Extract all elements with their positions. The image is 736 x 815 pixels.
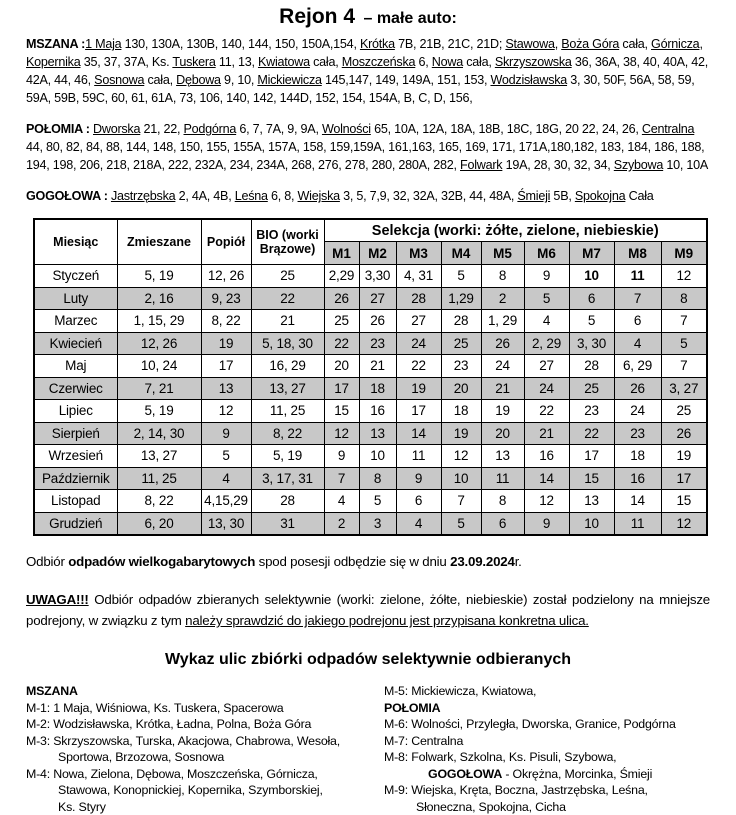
schedule-row-styczeń (34, 265, 707, 288)
m4-cell: 5 (441, 512, 481, 535)
m9-cell: 3, 27 (661, 377, 707, 400)
month-cell: Grudzień (34, 512, 117, 535)
street-list-line (26, 749, 384, 766)
street-list-line (26, 716, 384, 733)
house-numbers: 10, 10A (663, 158, 708, 172)
bio-cell: 22 (251, 287, 324, 310)
m6-cell: 5 (524, 287, 569, 310)
m5-cell: 26 (481, 332, 524, 355)
m1-cell: 2,29 (324, 265, 359, 288)
house-numbers: 5B, (550, 189, 575, 203)
street-list-line (384, 749, 710, 766)
m4-cell: 18 (441, 400, 481, 423)
line-text: Sportowa, Brzozowa, Sosnowa (58, 750, 224, 764)
bio-cell: 16, 29 (251, 355, 324, 378)
month-cell: Styczeń (34, 265, 117, 288)
col-header-m8: M8 (614, 242, 661, 265)
schedule-table (33, 218, 708, 536)
m2-cell: 18 (359, 377, 396, 400)
m1-cell: 4 (324, 490, 359, 513)
m3-cell: 9 (396, 467, 441, 490)
m1-cell: 2 (324, 512, 359, 535)
m1-cell: 7 (324, 467, 359, 490)
month-cell: Listopad (34, 490, 117, 513)
month-cell: Sierpień (34, 422, 117, 445)
m7-cell: 10 (569, 512, 614, 535)
m7-cell: 3, 30 (569, 332, 614, 355)
bio-cell: 21 (251, 310, 324, 333)
line-text: M-2: Wodzisławska, Krótka, Ładna, Polna, Boża Góra (26, 717, 311, 731)
m7-cell: 23 (569, 400, 614, 423)
m3-cell: 6 (396, 490, 441, 513)
col-header-m2: M2 (359, 242, 396, 265)
house-numbers: Cała (625, 189, 653, 203)
house-numbers: 19A, 28, 30, 32, 34, (502, 158, 613, 172)
street-name: Mickiewicza (257, 73, 321, 87)
bulky-note-text: Odbiór (26, 554, 68, 569)
street-list-line (26, 782, 384, 799)
house-numbers: 36, 36A, 38, 40, 40A, 42, 42A, 44, 46, (26, 55, 708, 87)
bio-cell: 8, 22 (251, 422, 324, 445)
m6-cell: 4 (524, 310, 569, 333)
zmieszane-cell: 8, 22 (117, 490, 201, 513)
popiol-cell: 13 (201, 377, 251, 400)
line-text: POŁOMIA (384, 701, 440, 715)
m2-cell: 23 (359, 332, 396, 355)
popiol-cell: 8, 22 (201, 310, 251, 333)
m6-cell: 21 (524, 422, 569, 445)
m5-cell: 8 (481, 490, 524, 513)
m8-cell: 14 (614, 490, 661, 513)
m9-cell: 8 (661, 287, 707, 310)
m9-cell: 12 (661, 512, 707, 535)
street-name: Wiejska (298, 189, 340, 203)
schedule-row-kwiecień (34, 332, 707, 355)
m7-cell: 17 (569, 445, 614, 468)
street-name: Tuskera (172, 55, 215, 69)
zmieszane-cell: 1, 15, 29 (117, 310, 201, 333)
m9-cell: 5 (661, 332, 707, 355)
street-name: Dębowa (176, 73, 221, 87)
m8-cell: 7 (614, 287, 661, 310)
m8-cell: 18 (614, 445, 661, 468)
street-paragraphs (26, 35, 710, 205)
month-cell: Lipiec (34, 400, 117, 423)
m4-cell: 28 (441, 310, 481, 333)
m3-cell: 24 (396, 332, 441, 355)
wykaz-street-list (26, 683, 710, 815)
street-name: Sosnowa (94, 73, 144, 87)
house-numbers: cała, (310, 55, 342, 69)
street-list-line (384, 782, 710, 799)
m3-cell: 19 (396, 377, 441, 400)
bio-cell: 3, 17, 31 (251, 467, 324, 490)
schedule-row-marzec (34, 310, 707, 333)
wykaz-right-column (384, 683, 710, 815)
col-header-m9: M9 (661, 242, 707, 265)
m3-cell: 28 (396, 287, 441, 310)
m1-cell: 26 (324, 287, 359, 310)
house-numbers: 65, 10A, 12A, 18A, 18B, 18C, 18G, 20 22, 24, 26, (371, 122, 642, 136)
m4-cell: 1,29 (441, 287, 481, 310)
street-list-line (384, 700, 710, 717)
m9-cell: 26 (661, 422, 707, 445)
zmieszane-cell: 6, 20 (117, 512, 201, 535)
m9-cell: 7 (661, 355, 707, 378)
m7-cell: 15 (569, 467, 614, 490)
m7-cell: 22 (569, 422, 614, 445)
col-header-m5: M5 (481, 242, 524, 265)
page-title-sub: – małe auto: (363, 10, 456, 27)
house-numbers: cała, (463, 55, 495, 69)
m8-cell: 26 (614, 377, 661, 400)
house-numbers: cała, (144, 73, 176, 87)
m5-cell: 2 (481, 287, 524, 310)
month-cell: Marzec (34, 310, 117, 333)
street-name: Krótka (360, 37, 395, 51)
m2-cell: 5 (359, 490, 396, 513)
house-numbers: 3, 30, 50F, 56A, 58, 59, 59A, 59B, 59C, 60, 61, 61A, 73, 106, 140, 142, 144D, 152, 154, 154A, B, C, D, 156, (26, 73, 695, 105)
house-numbers: , (699, 37, 702, 51)
uwaga-underline: UWAGA!!! (26, 592, 89, 607)
m4-cell: 7 (441, 490, 481, 513)
schedule-row-wrzesień (34, 445, 707, 468)
m8-cell: 6, 29 (614, 355, 661, 378)
street-name: Stawowa (505, 37, 554, 51)
col-header-m4: M4 (441, 242, 481, 265)
street-list-line (384, 716, 710, 733)
m8-cell: 24 (614, 400, 661, 423)
bulky-note-text: 23.09.2024 (450, 554, 515, 569)
m1-cell: 17 (324, 377, 359, 400)
bio-cell: 5, 19 (251, 445, 324, 468)
zmieszane-cell: 11, 25 (117, 467, 201, 490)
popiol-cell: 4 (201, 467, 251, 490)
street-name: Nowa (432, 55, 463, 69)
month-cell: Luty (34, 287, 117, 310)
m1-cell: 9 (324, 445, 359, 468)
street-name: Szybowa (614, 158, 663, 172)
m5-cell: 8 (481, 265, 524, 288)
street-name: Spokojna (575, 189, 626, 203)
house-numbers: 2, 4A, 4B, (175, 189, 234, 203)
area-label: MSZANA : (26, 37, 85, 51)
m3-cell: 4, 31 (396, 265, 441, 288)
house-numbers: 35, 37, 37A, Ks. (80, 55, 172, 69)
m9-cell: 25 (661, 400, 707, 423)
m4-cell: 12 (441, 445, 481, 468)
uwaga-text: Odbiór odpadów zbieranych selektywnie (worki: zielone, żółte, niebieskie) został podzielony na mniejsze podrejony, w związku z tym (26, 592, 710, 628)
m1-cell: 25 (324, 310, 359, 333)
m2-cell: 3 (359, 512, 396, 535)
street-name: 1 Maja (85, 37, 121, 51)
m7-cell: 5 (569, 310, 614, 333)
street-name: Podgórna (184, 122, 237, 136)
m2-cell: 16 (359, 400, 396, 423)
col-header-m6: M6 (524, 242, 569, 265)
m7-cell: 13 (569, 490, 614, 513)
m9-cell: 12 (661, 265, 707, 288)
street-name: Śmieji (517, 189, 550, 203)
street-paragraph-polomia (26, 120, 710, 174)
m3-cell: 27 (396, 310, 441, 333)
street-name: Kwiatowa (258, 55, 310, 69)
popiol-cell: 5 (201, 445, 251, 468)
m9-cell: 19 (661, 445, 707, 468)
m8-cell: 11 (614, 512, 661, 535)
line-text: M-5: Mickiewicza, Kwiatowa, (384, 684, 536, 698)
month-cell: Czerwiec (34, 377, 117, 400)
m9-cell: 7 (661, 310, 707, 333)
zmieszane-cell: 5, 19 (117, 400, 201, 423)
line-text: MSZANA (26, 684, 78, 698)
uwaga-note (26, 589, 710, 631)
zmieszane-cell: 7, 21 (117, 377, 201, 400)
m8-cell: 4 (614, 332, 661, 355)
m2-cell: 27 (359, 287, 396, 310)
house-numbers: 21, 22, (140, 122, 183, 136)
house-numbers: 9, 10, (221, 73, 258, 87)
m3-cell: 4 (396, 512, 441, 535)
m4-cell: 23 (441, 355, 481, 378)
house-numbers: 145,147, 149, 149A, 151, 153, (322, 73, 491, 87)
m7-cell: 28 (569, 355, 614, 378)
house-numbers: , (555, 37, 562, 51)
m8-cell: 6 (614, 310, 661, 333)
line-text: M-4: Nowa, Zielona, Dębowa, Moszczeńska, Górnicza, (26, 767, 318, 781)
col-header-m3: M3 (396, 242, 441, 265)
col-header-popiol: Popiół (201, 219, 251, 265)
page-title-main: Rejon 4 (279, 5, 355, 28)
m2-cell: 13 (359, 422, 396, 445)
popiol-cell: 13, 30 (201, 512, 251, 535)
schedule-row-lipiec (34, 400, 707, 423)
bio-cell: 5, 18, 30 (251, 332, 324, 355)
month-cell: Maj (34, 355, 117, 378)
m2-cell: 8 (359, 467, 396, 490)
house-numbers: cała, (619, 37, 651, 51)
house-numbers: 130, 130A, 130B, 140, 144, 150, 150A,154, (121, 37, 360, 51)
popiol-cell: 9 (201, 422, 251, 445)
area-label: POŁOMIA : (26, 122, 93, 136)
street-name: Jastrzębska (111, 189, 175, 203)
line-text: M-8: Folwark, Szkolna, Ks. Pisuli, Szybowa, (384, 750, 616, 764)
m5-cell: 19 (481, 400, 524, 423)
bio-cell: 28 (251, 490, 324, 513)
uwaga-underline: należy sprawdzić do jakiego podrejonu jest przypisana konkretna ulica. (185, 613, 589, 628)
line-text: - Okrężna, Morcinka, Śmieji (502, 767, 652, 781)
area-label: GOGOŁOWA : (26, 189, 111, 203)
street-list-line (26, 683, 384, 700)
col-header-selekcja: Selekcja (worki: żółte, zielone, niebieskie) (324, 219, 707, 242)
street-list-line (26, 700, 384, 717)
schedule-row-czerwiec (34, 377, 707, 400)
m8-cell: 23 (614, 422, 661, 445)
m7-cell: 10 (569, 265, 614, 288)
line-text: M-7: Centralna (384, 734, 463, 748)
m6-cell: 9 (524, 265, 569, 288)
line-text: M-6: Wolności, Przyległa, Dworska, Granice, Podgórna (384, 717, 676, 731)
bulky-note-text: spod posesji odbędzie się w dniu (255, 554, 450, 569)
house-numbers: 6, 7, 7A, 9, 9A, (236, 122, 322, 136)
m1-cell: 22 (324, 332, 359, 355)
m2-cell: 26 (359, 310, 396, 333)
street-name: Leśna (235, 189, 268, 203)
popiol-cell: 4,15,29 (201, 490, 251, 513)
col-header-zmieszane: Zmieszane (117, 219, 201, 265)
m4-cell: 25 (441, 332, 481, 355)
m6-cell: 12 (524, 490, 569, 513)
m8-cell: 16 (614, 467, 661, 490)
wykaz-left-column (26, 683, 384, 815)
wykaz-heading: Wykaz ulic zbiórki odpadów selektywnie odbieranych (26, 651, 710, 669)
m1-cell: 12 (324, 422, 359, 445)
m5-cell: 1, 29 (481, 310, 524, 333)
zmieszane-cell: 5, 19 (117, 265, 201, 288)
street-list-line (384, 683, 710, 700)
m3-cell: 22 (396, 355, 441, 378)
m6-cell: 24 (524, 377, 569, 400)
zmieszane-cell: 2, 14, 30 (117, 422, 201, 445)
schedule-table-body (34, 265, 707, 536)
street-name: Moszczeńska (342, 55, 416, 69)
bio-cell: 25 (251, 265, 324, 288)
street-list-line (26, 766, 384, 783)
m2-cell: 10 (359, 445, 396, 468)
m1-cell: 20 (324, 355, 359, 378)
street-list-line (384, 766, 710, 783)
col-header-bio: BIO (worki Brązowe) (251, 219, 324, 265)
m7-cell: 25 (569, 377, 614, 400)
m4-cell: 5 (441, 265, 481, 288)
street-name: Górnicza (651, 37, 699, 51)
line-text: Ks. Styry (58, 800, 106, 814)
m5-cell: 11 (481, 467, 524, 490)
bulky-note-text: r. (515, 554, 522, 569)
bio-cell: 11, 25 (251, 400, 324, 423)
line-text: M-1: 1 Maja, Wiśniowa, Ks. Tuskera, Spacerowa (26, 701, 284, 715)
col-header-m1: M1 (324, 242, 359, 265)
street-list-line (384, 799, 710, 815)
schedule-row-sierpień (34, 422, 707, 445)
m6-cell: 9 (524, 512, 569, 535)
m4-cell: 10 (441, 467, 481, 490)
month-cell: Wrzesień (34, 445, 117, 468)
m6-cell: 27 (524, 355, 569, 378)
schedule-row-październik (34, 467, 707, 490)
street-name: Kopernika (26, 55, 80, 69)
m4-cell: 20 (441, 377, 481, 400)
schedule-row-grudzień (34, 512, 707, 535)
zmieszane-cell: 12, 26 (117, 332, 201, 355)
m5-cell: 20 (481, 422, 524, 445)
line-text: M-3: Skrzyszowska, Turska, Akacjowa, Chabrowa, Wesoła, (26, 734, 340, 748)
house-numbers: 7B, 21B, 21C, 21D; (395, 37, 506, 51)
m1-cell: 15 (324, 400, 359, 423)
m7-cell: 6 (569, 287, 614, 310)
house-numbers: 3, 5, 7,9, 32, 32A, 32B, 44, 48A, (340, 189, 518, 203)
street-name: Wodzisławska (490, 73, 567, 87)
bio-cell: 13, 27 (251, 377, 324, 400)
popiol-cell: 9, 23 (201, 287, 251, 310)
zmieszane-cell: 2, 16 (117, 287, 201, 310)
bulky-waste-note (26, 552, 710, 572)
schedule-row-maj (34, 355, 707, 378)
line-text: M-9: Wiejska, Kręta, Boczna, Jastrzębska, Leśna, (384, 783, 648, 797)
popiol-cell: 12 (201, 400, 251, 423)
street-name: Boża Góra (561, 37, 619, 51)
street-paragraph-gogolowa (26, 187, 710, 205)
bulky-note-text: odpadów wielkogabarytowych (68, 554, 255, 569)
street-paragraph-mszana (26, 35, 710, 107)
street-list-line (26, 799, 384, 815)
m6-cell: 16 (524, 445, 569, 468)
street-name: Skrzyszowska (495, 55, 572, 69)
m5-cell: 6 (481, 512, 524, 535)
schedule-row-luty (34, 287, 707, 310)
line-text: GOGOŁOWA (428, 767, 502, 781)
m2-cell: 21 (359, 355, 396, 378)
house-numbers: 44, 80, 82, 84, 88, 144, 148, 150, 155, 155A, 157A, 158, 159,159A, 161,163, 165, 169, 171, 171A,180,182, 183, 184, 186, 188, 194, 198, 206, 218, 218A, 222, 232A, 234, 234A, 268, 276, 278, 280, 280A, 282, (26, 140, 704, 172)
m3-cell: 17 (396, 400, 441, 423)
col-header-miesiac: Miesiąc (34, 219, 117, 265)
m8-cell: 11 (614, 265, 661, 288)
month-cell: Kwiecień (34, 332, 117, 355)
schedule-row-listopad (34, 490, 707, 513)
m5-cell: 13 (481, 445, 524, 468)
m9-cell: 17 (661, 467, 707, 490)
street-list-line (384, 733, 710, 750)
line-text: Stawowa, Konopnickiej, Kopernika, Szymborskiej, (58, 783, 323, 797)
popiol-cell: 19 (201, 332, 251, 355)
zmieszane-cell: 13, 27 (117, 445, 201, 468)
street-name: Centralna (642, 122, 694, 136)
bio-cell: 31 (251, 512, 324, 535)
house-numbers: 6, 8, (268, 189, 298, 203)
popiol-cell: 12, 26 (201, 265, 251, 288)
zmieszane-cell: 10, 24 (117, 355, 201, 378)
m3-cell: 11 (396, 445, 441, 468)
month-cell: Październik (34, 467, 117, 490)
col-header-m7: M7 (569, 242, 614, 265)
m6-cell: 14 (524, 467, 569, 490)
street-name: Dworska (93, 122, 140, 136)
house-numbers: 11, 13, (216, 55, 258, 69)
street-list-line (26, 733, 384, 750)
m5-cell: 21 (481, 377, 524, 400)
m6-cell: 22 (524, 400, 569, 423)
m6-cell: 2, 29 (524, 332, 569, 355)
m9-cell: 15 (661, 490, 707, 513)
street-name: Folwark (460, 158, 502, 172)
m4-cell: 19 (441, 422, 481, 445)
house-numbers: 6, (415, 55, 432, 69)
m3-cell: 14 (396, 422, 441, 445)
street-name: Wolności (322, 122, 371, 136)
line-text: Słoneczna, Spokojna, Cicha (416, 800, 566, 814)
page-title (26, 5, 710, 29)
m5-cell: 24 (481, 355, 524, 378)
m2-cell: 3,30 (359, 265, 396, 288)
popiol-cell: 17 (201, 355, 251, 378)
